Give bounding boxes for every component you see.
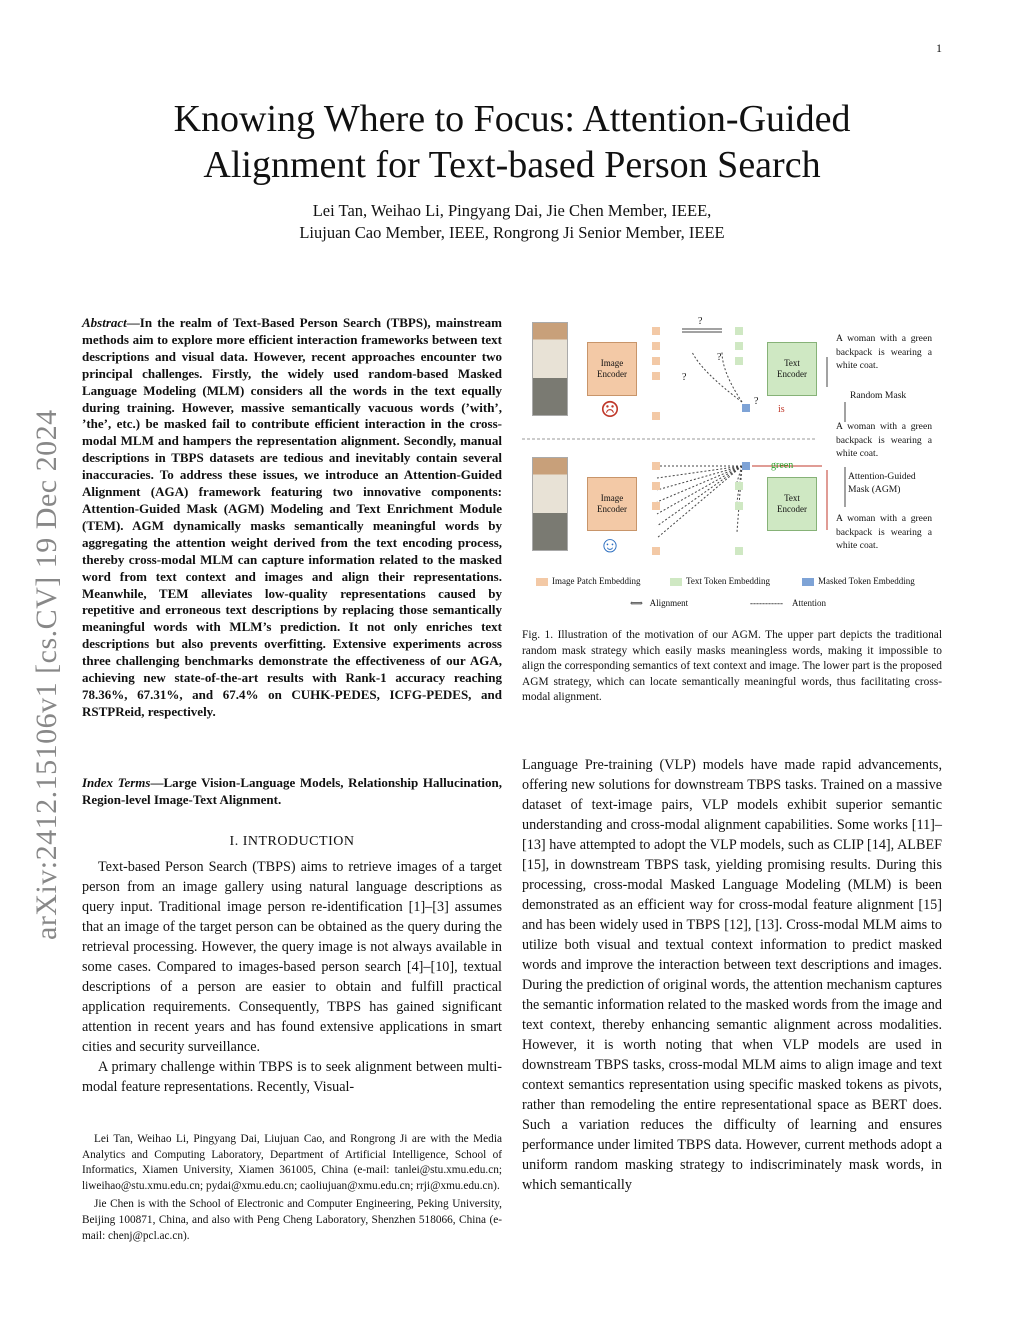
patch-embedding (652, 327, 660, 335)
patch-embedding (652, 502, 660, 510)
patch-embedding (652, 462, 660, 470)
text-encoder-top: Text Encoder (767, 342, 817, 396)
authors-line-2: Liujuan Cao Member, IEEE, Rongrong Ji Senior Member, IEEE (299, 223, 725, 242)
fig-text-top: A woman with a green backpack is wearing a white coat. (836, 333, 932, 371)
token-embedding (735, 547, 743, 555)
token-embedding (735, 327, 743, 335)
figure-caption: Fig. 1. Illustration of the motivation of our AGM. The upper part depicts the traditional random mask strategy which easily masks meaningless words, making it impossible to align the corresponding semantics of text context and image. The lower part is the proposed AGM strategy, which can locate semantically meaningful words, thus facilitating cross-modal alignment. (522, 629, 942, 703)
index-terms (82, 775, 502, 809)
is-label: is (778, 404, 785, 415)
right-column-text: Language Pre-training (VLP) models have made rapid advancements, offering new solutions for downstream TBPS tasks. Trained on a massive dataset of text-image pairs, VLP models exhibit superior semantic understanding and cross-modal alignment capabilities. Some works [11]–[13] have attempted to adopt the VLP models, such as CLIP [14], ALBEF [15], in downstream TBPS task, yielding promising results. During this processing, cross-modal Masked Language Modeling (MLM) is been demonstrated as an efficient way for cross-modal feature alignment [15] and has been widely used in TBPS [12], [13]. Cross-modal MLM aims to utilize both visual and textual context information to predict masked words and improve the interaction between text descriptions and images. During the prediction of original words, the attention mechanism captures the semantic information related to the masked words from the image and text context, thereby enhancing semantic alignment across modalities. However, it is worth noting that when VLP models are used in downstream TBPS tasks, cross-modal MLM aims to align image and text context semantics representation using specific masked tokens as pivots, rather than remodeling the entire representational space as BERT does. Such a variation reduces the difficulty of learning and ensures performance under limited TBPS data. However, current methods adopt a uniform random masking strategy to indiscriminately mask words, in which semantically (522, 757, 942, 1193)
footnote-2: Jie Chen is with the School of Electronic and Computer Engineering, Peking University, Beijing 100871, China, and also with Peng Cheng Laboratory, Shenzhen 518066, China (e-mail: chenj@pcl.ac.cn). (82, 1198, 502, 1242)
question-mark: ? (698, 316, 703, 327)
arxiv-stamp: arXiv:2412.15106v1 [cs.CV] 19 Dec 2024 (30, 409, 63, 940)
patch-embedding (652, 412, 660, 420)
patch-embedding (652, 547, 660, 555)
image-encoder-bottom: Image Encoder (587, 477, 637, 531)
section-heading: I. INTRODUCTION (229, 834, 355, 849)
legend-attention: ----------- Attention (750, 598, 826, 608)
fig-text-middle: A woman with a green backpack is wearing a white coat. (836, 421, 932, 459)
patch-embedding (652, 372, 660, 380)
figure-1 (522, 312, 942, 612)
intro-text (82, 857, 502, 1097)
person-image-top (532, 322, 568, 416)
masked-token-embedding (742, 462, 750, 470)
token-embedding (735, 502, 743, 510)
intro-paragraph-1: Text-based Person Search (TBPS) aims to retrieve images of a target person from an image gallery using natural language descriptions as query input. Traditional image person re-identification [1]–[3] assumes that an image of the target person can be obtained as the query during the retrieval processing. However, the query image is not always available in some cases. Compared to images-based person search [4]–[10], textual descriptions of a person are easier to obtain and fulfill practical application requirements. Consequently, TBPS has gained significant attention in recent years and has found extensive applications in smart cities and security surveillance. (82, 859, 502, 1055)
attention-fan (657, 466, 742, 538)
footnote-1: Lei Tan, Weihao Li, Pingyang Dai, Liujuan Cao, and Rongrong Ji are with the Media Analytics and Computing Laboratory, Department of Artificial Intelligence, School of Informatics, Xiamen University, Xiamen 361005, China (e-mail: tanlei@stu.xmu.edu.cn; liweihao@stu.xmu.edu.cn; pydai@xmu.edu.cn; caoliujuan@xmu.edu.cn; rrji@xmu.edu.cn). (82, 1133, 502, 1192)
intro-paragraph-2: A primary challenge within TBPS is to seek alignment between multi-modal feature representations. Recently, Visual- (82, 1059, 502, 1095)
title-line-2: Alignment for Text-based Person Search (203, 144, 821, 186)
paper-title (60, 96, 964, 188)
legend-token: Text Token Embedding (670, 576, 770, 586)
question-mark: ? (717, 352, 722, 363)
legend-patch: Image Patch Embedding (536, 576, 640, 586)
agm-label: Attention-Guided Mask (AGM) (848, 471, 916, 495)
person-image-bottom (532, 457, 568, 551)
masked-token-embedding (742, 404, 750, 412)
patch-embedding (652, 357, 660, 365)
authors (60, 200, 964, 244)
token-embedding (735, 482, 743, 490)
page-number: 1 (936, 41, 942, 55)
abstract-label: Abstract (82, 315, 127, 330)
title-line-1: Knowing Where to Focus: Attention-Guided (173, 98, 851, 140)
authors-line-1: Lei Tan, Weihao Li, Pingyang Dai, Jie Chen Member, IEEE, (312, 201, 712, 220)
text-encoder-bottom: Text Encoder (767, 477, 817, 531)
token-embedding (735, 357, 743, 365)
patch-embedding (652, 342, 660, 350)
patch-embedding (652, 482, 660, 490)
token-embedding (735, 342, 743, 350)
index-text: —Large Vision-Language Models, Relationship Hallucination, Region-level Image-Text Alignment. (82, 775, 502, 807)
fig-text-bottom: A woman with a green backpack is wearing a white coat. (836, 513, 932, 551)
abstract (82, 315, 502, 721)
legend-mask: Masked Token Embedding (802, 576, 915, 586)
question-mark: ? (754, 396, 759, 407)
happy-face-icon: ☺ (598, 532, 622, 557)
random-mask-label: Random Mask (850, 390, 907, 401)
footnotes (82, 1132, 502, 1247)
image-encoder-top: Image Encoder (587, 342, 637, 396)
question-mark: ? (682, 372, 687, 383)
green-label: green (771, 460, 794, 471)
abstract-text: —In the realm of Text-Based Person Search (TBPS), mainstream methods aim to explore more efficient interaction frameworks between text descriptions and visual data. However, recent approaches encounter two principal challenges. Firstly, the widely used random-based Masked Language Modeling (MLM) considers all the words in the text equally during training. However, massive semantically vacuous words (’with’, ’the’, etc.) be masked fail to contribute efficient interaction in the cross-modal MLM and hampers the representation alignment. Secondly, manual descriptions in TBPS datasets are tedious and inevitably contain several inaccuracies. To address these issues, we introduce an Attention-Guided Alignment (AGA) framework featuring two innovative components: Attention-Guided Mask (AGM) Modeling and Text Enrichment Module (TEM). AGM dynamically masks semantically meaningful words by aggregating the attention weight derived from the text encoding process, thereby cross-modal MLM can capture information related to the masked word from text context and images and align their representations. Meanwhile, TEM alleviates low-quality representations caused by repetitive and erroneous text descriptions by replacing those semantically meaningful words with MLM’s prediction. It not only enriches text descriptions but also prevents overfitting. Extensive experiments across three challenging benchmarks demonstrate the effectiveness of our AGA, achieving new state-of-the-art results with Rank-1 accuracy reaching 78.36%, 67.31%, and 67.4% on CUHK-PEDES, ICFG-PEDES, and RSTPReid, respectively. (82, 315, 502, 719)
index-label: Index Terms (82, 775, 151, 790)
legend-alignment: ⟺ Alignment (630, 598, 689, 608)
sad-face-icon: ☹ (600, 397, 620, 422)
